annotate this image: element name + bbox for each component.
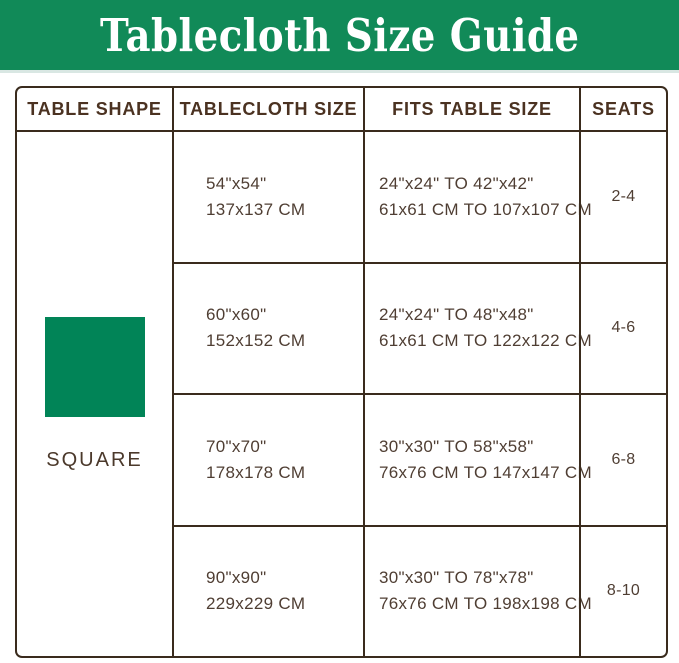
column-header-fits-table-size: FITS TABLE SIZE (363, 88, 579, 130)
column-header-tablecloth-size: TABLECLOTH SIZE (172, 88, 363, 130)
fits-size-cm: 76x76 CM TO 198x198 CM (379, 594, 592, 614)
tablecloth-size-inches: 70"x70" (206, 436, 267, 456)
fits-size-cm: 61x61 CM TO 122x122 CM (379, 331, 592, 351)
tablecloth-size-cm: 137x137 CM (206, 199, 306, 219)
table-row (363, 130, 592, 262)
table-row (363, 525, 592, 657)
fits-size-cm: 61x61 CM TO 107x107 CM (379, 199, 592, 219)
title-banner (0, 0, 679, 70)
seats-value: 4-6 (579, 262, 666, 394)
fits-size-inches: 30"x30" TO 58"x58" (379, 436, 534, 456)
tablecloth-size-cm: 152x152 CM (206, 331, 306, 351)
fits-size-cm: 76x76 CM TO 147x147 CM (379, 462, 592, 482)
tablecloth-size-inches: 60"x60" (206, 305, 267, 325)
seats-value: 8-10 (579, 525, 666, 657)
seats-value: 2-4 (579, 130, 666, 262)
column-header-seats: SEATS (579, 88, 666, 130)
table-row (172, 130, 363, 262)
table-row (363, 393, 592, 525)
tablecloth-size-cm: 229x229 CM (206, 594, 306, 614)
table-row (172, 262, 363, 394)
fits-size-inches: 24"x24" TO 48"x48" (379, 305, 534, 325)
tablecloth-size-cm: 178x178 CM (206, 462, 306, 482)
shape-label: SQUARE (46, 448, 143, 471)
fits-size-inches: 24"x24" TO 42"x42" (379, 173, 534, 193)
banner-underline (0, 70, 679, 73)
table-row (172, 393, 363, 525)
tablecloth-size-inches: 54"x54" (206, 173, 267, 193)
table-row (363, 262, 592, 394)
fits-size-inches: 30"x30" TO 78"x78" (379, 568, 534, 588)
column-header-table-shape: TABLE SHAPE (27, 98, 162, 119)
page-title: Tablecloth Size Guide (99, 8, 580, 62)
seats-value: 6-8 (579, 393, 666, 525)
size-guide-table (15, 86, 668, 658)
tablecloth-size-inches: 90"x90" (206, 568, 267, 588)
table-shape-cell (17, 130, 172, 656)
square-shape-icon (45, 317, 145, 417)
table-row (172, 525, 363, 657)
